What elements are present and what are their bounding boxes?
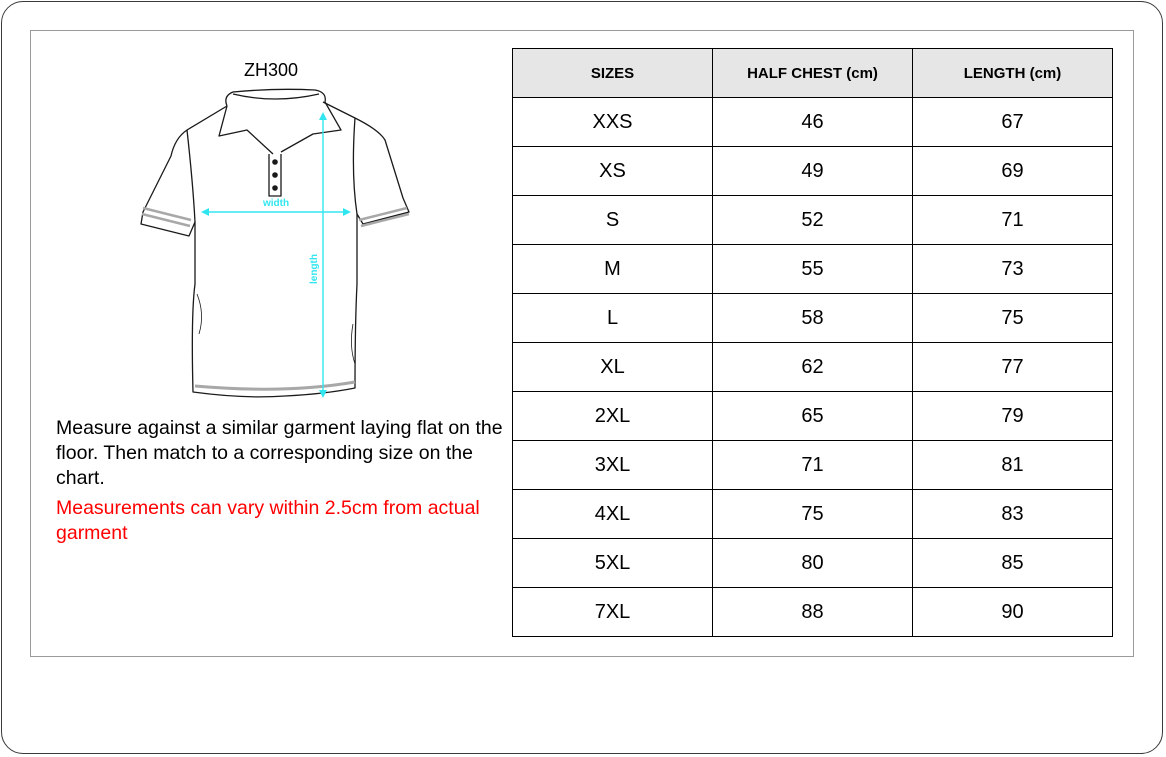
half-chest-cell: 88 — [713, 588, 913, 637]
size-cell: M — [513, 245, 713, 294]
table-row — [513, 441, 1113, 490]
table-header-row — [513, 49, 1113, 98]
hem-stripe — [195, 382, 355, 389]
table-row — [513, 147, 1113, 196]
length-cell: 85 — [913, 539, 1113, 588]
table-row — [513, 490, 1113, 539]
length-cell: 73 — [913, 245, 1113, 294]
button-1 — [272, 159, 278, 165]
length-cell: 71 — [913, 196, 1113, 245]
half-chest-cell: 46 — [713, 98, 913, 147]
size-cell: XL — [513, 343, 713, 392]
size-cell: 4XL — [513, 490, 713, 539]
header-length: LENGTH (cm) — [913, 49, 1113, 98]
header-half-chest: HALF CHEST (cm) — [713, 49, 913, 98]
length-cell: 90 — [913, 588, 1113, 637]
half-chest-cell: 55 — [713, 245, 913, 294]
table-row — [513, 539, 1113, 588]
length-cell: 79 — [913, 392, 1113, 441]
size-cell: XS — [513, 147, 713, 196]
shirt-outline — [141, 102, 409, 397]
size-cell: XXS — [513, 98, 713, 147]
half-chest-cell: 80 — [713, 539, 913, 588]
size-cell: 2XL — [513, 392, 713, 441]
size-cell: 5XL — [513, 539, 713, 588]
left-cuff-stripe — [142, 208, 191, 226]
half-chest-cell: 62 — [713, 343, 913, 392]
button-2 — [272, 172, 278, 178]
half-chest-cell: 65 — [713, 392, 913, 441]
size-cell: S — [513, 196, 713, 245]
header-sizes: SIZES — [513, 49, 713, 98]
product-code: ZH300 — [244, 60, 299, 80]
size-cell: 7XL — [513, 588, 713, 637]
collar — [226, 89, 325, 106]
length-cell: 69 — [913, 147, 1113, 196]
half-chest-cell: 49 — [713, 147, 913, 196]
table-row — [513, 343, 1113, 392]
length-cell: 81 — [913, 441, 1113, 490]
half-chest-cell: 52 — [713, 196, 913, 245]
half-chest-cell: 58 — [713, 294, 913, 343]
length-cell: 75 — [913, 294, 1113, 343]
table-row — [513, 392, 1113, 441]
length-cell: 77 — [913, 343, 1113, 392]
half-chest-cell: 71 — [713, 441, 913, 490]
table-row — [513, 98, 1113, 147]
length-label: length — [309, 254, 320, 284]
size-cell: 3XL — [513, 441, 713, 490]
table-row — [513, 588, 1113, 637]
polo-shirt-diagram — [135, 84, 420, 409]
width-label: width — [263, 198, 290, 209]
table-row — [513, 294, 1113, 343]
length-cell: 67 — [913, 98, 1113, 147]
size-cell: L — [513, 294, 713, 343]
table-row — [513, 196, 1113, 245]
size-chart-table — [512, 48, 1113, 637]
length-cell: 83 — [913, 490, 1113, 539]
half-chest-cell: 75 — [713, 490, 913, 539]
button-3 — [272, 185, 278, 191]
measurement-disclaimer: Measurements can vary within 2.5cm from actual garment — [56, 497, 480, 544]
table-row — [513, 245, 1113, 294]
measuring-instructions: Measure against a similar garment laying flat on the floor. Then match to a corresponding size on the chart. — [56, 417, 503, 489]
